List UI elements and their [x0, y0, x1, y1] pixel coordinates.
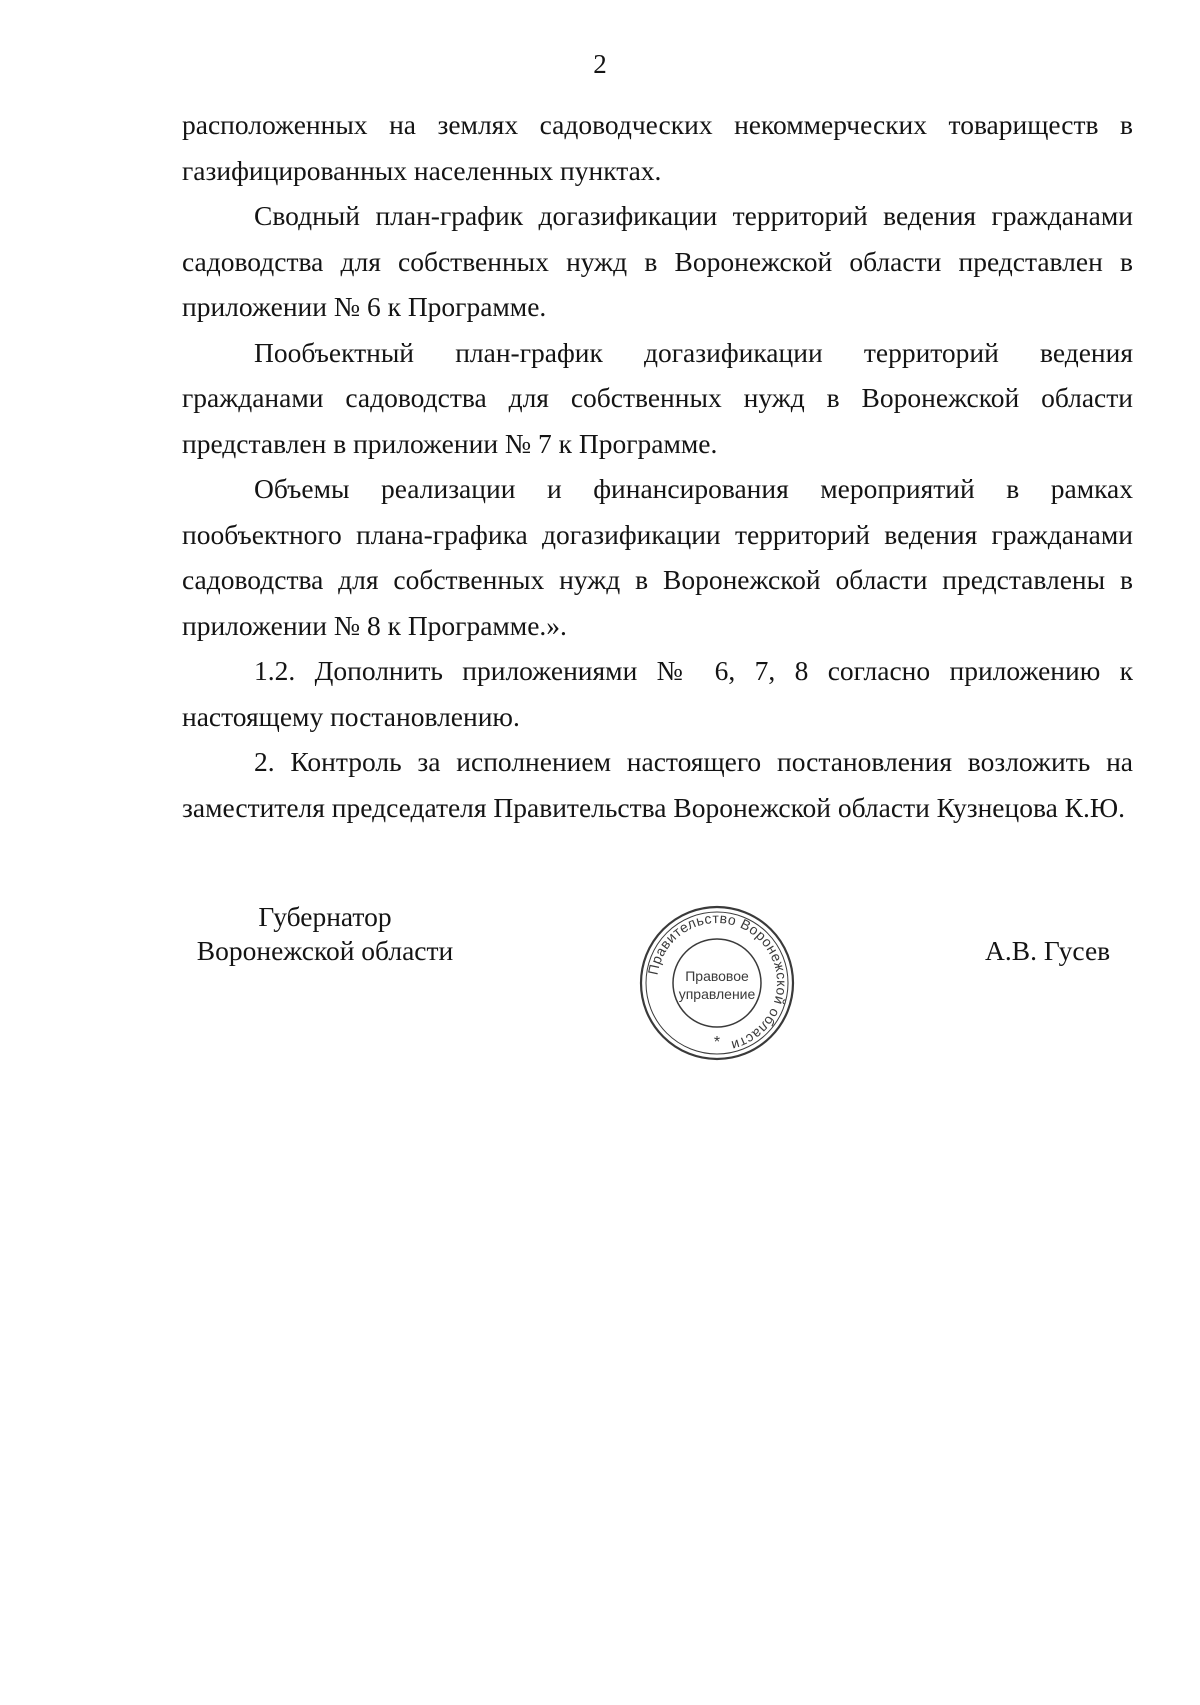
page-number: 2 — [593, 49, 607, 79]
signer-name: А.В. Гусев — [985, 935, 1111, 966]
paragraph-continuation: расположенных на землях садоводческих некоммерческих товариществ в газифицированных населенных пунктах. — [182, 109, 1133, 186]
stamp-outer-text: Правительство Воронежской области — [644, 909, 791, 1055]
signer-title: Губернатор — [258, 901, 392, 932]
paragraph-object-schedule: Пообъектный план-график догазификации территорий ведения гражданами садоводства для собственных нужд в Воронежской области представлен в приложении № 7 к Программе. — [182, 336, 1133, 459]
signer-position — [180, 900, 470, 968]
signature-block — [0, 900, 1200, 1070]
official-stamp — [637, 903, 797, 1063]
document-body — [182, 102, 1133, 830]
paragraph-summary-schedule: Сводный план-график догазификации территорий ведения гражданами садоводства для собственных нужд в Воронежской области представлен в приложении № 6 к Программе. — [182, 200, 1133, 322]
paragraph-volumes-financing: Объемы реализации и финансирования мероприятий в рамках пообъектного плана-графика догазификации территорий ведения гражданами садоводства для собственных нужд в Воронежской области представлены в приложении № 8 к Программе.». — [182, 473, 1133, 641]
stamp-inner-line-1: Правовое — [685, 968, 749, 984]
stamp-inner-line-2: управление — [678, 986, 756, 1002]
signer-region: Воронежской области — [196, 935, 454, 966]
paragraph-clause-2: 2. Контроль за исполнением настоящего постановления возложить на заместителя председателя Правительства Воронежской области Кузнецова К.Ю. — [182, 746, 1133, 823]
paragraph-clause-1-2: 1.2. Дополнить приложениями № 6, 7, 8 согласно приложению к настоящему постановлению. — [182, 655, 1133, 732]
stamp-star: * — [713, 1034, 721, 1051]
